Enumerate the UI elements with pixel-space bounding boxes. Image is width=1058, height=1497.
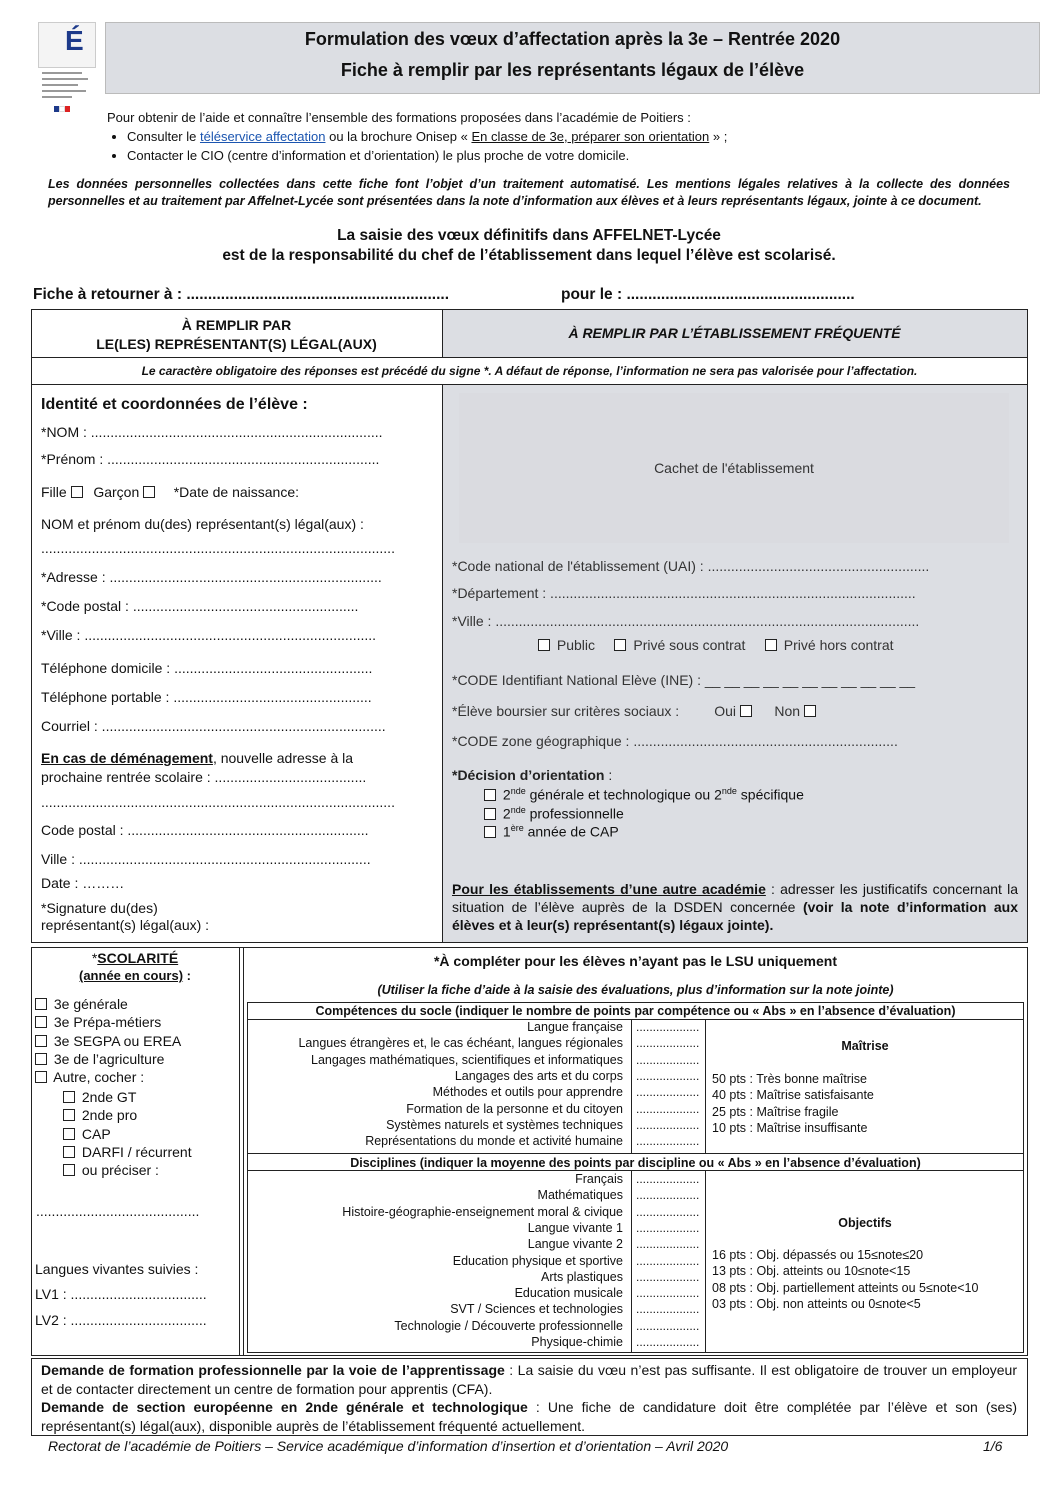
competence-input[interactable]: ................... <box>636 1052 700 1067</box>
competence-label: Langues étrangères et, le cas échéant, langues régionales <box>298 1036 623 1051</box>
discipline-input[interactable]: ................... <box>636 1188 700 1203</box>
marianne-logo: É <box>38 22 96 102</box>
discipline-label: Langue vivante 1 <box>527 1220 623 1235</box>
discipline-label: Langue vivante 2 <box>527 1237 623 1252</box>
objectifs-title: Objectifs <box>838 1216 892 1230</box>
scolarite-checkbox[interactable] <box>35 1071 47 1083</box>
discipline-label: Histoire-géographie-enseignement moral & civique <box>342 1204 623 1219</box>
autre-academie-note: Pour les établissements d’une autre académie : adresser les justificatifs concernant la situation de l’élève auprès de la DSDEN concernée (voir la note d’information aux élèves et à leur(s) représentant(s) légaux jointe). <box>452 881 1018 933</box>
lv1-field[interactable]: LV1 : ................................... <box>35 1286 207 1302</box>
identite-title: Identité et coordonnées de l’élève : <box>41 396 308 413</box>
discipline-input[interactable]: ................... <box>636 1237 700 1252</box>
boursier-non-checkbox[interactable] <box>804 705 816 717</box>
return-line <box>33 286 855 304</box>
departement-field[interactable]: *Département : .............................................................................................. <box>452 585 916 601</box>
scolarite-checkbox[interactable] <box>35 998 47 1010</box>
competence-label: Systèmes naturels et systèmes techniques <box>386 1117 623 1132</box>
discipline-input[interactable]: ................... <box>636 1302 700 1317</box>
zone-field[interactable]: *CODE zone géographique : .................................................................... <box>452 733 898 749</box>
discipline-input[interactable]: ................... <box>636 1286 700 1301</box>
competence-input[interactable]: ................... <box>636 1117 700 1132</box>
scolarite-title: *SCOLARITÉ <box>91 950 179 966</box>
discipline-label: SVT / Sciences et technologies <box>450 1302 623 1317</box>
competence-input[interactable]: ................... <box>636 1036 700 1051</box>
intro-bullet-1: • Consulter le téléservice affectation ou la brochure Onisep « En classe de 3e, préparer son orientation » ; <box>127 127 1027 146</box>
objectif-item: 13 pts : Obj. atteints ou 10≤note<15 <box>712 1264 911 1279</box>
scolarite-checkbox[interactable] <box>35 1035 47 1047</box>
scolarite-item: Autre, cocher : <box>35 1069 144 1085</box>
left-head: À REMPLIR PAR LE(LES) REPRÉSENTANT(S) LÉGAL(AUX) <box>96 317 377 352</box>
saisie-notice: La saisie des vœux définitifs dans AFFELNET-Lycée est de la responsabilité du chef de l’établissement dans lequel l’élève est scolarisé. <box>222 227 836 264</box>
footer-text: Rectorat de l’académie de Poitiers – Service académique d’information d’insertion et d’orientation – Avril 2020 <box>48 1438 729 1454</box>
obligatoire-note: Le caractère obligatoire des réponses est précédé du signe *. A défaut de réponse, l’information ne sera pas valorisée pour l’affectation. <box>141 364 918 378</box>
page-number: 1/6 <box>983 1438 1003 1454</box>
signature-label-1: *Signature du(des) <box>41 900 158 916</box>
garcon-checkbox[interactable] <box>143 486 155 498</box>
scolarite-sub-item: ou préciser : <box>63 1162 159 1178</box>
competence-input[interactable]: ................... <box>636 1085 700 1100</box>
maitrise-item: 10 pts : Maîtrise insuffisante <box>712 1120 868 1135</box>
cachet-label: Cachet de l'établissement <box>654 460 814 476</box>
scolarite-dots[interactable]: .......................................... <box>36 1203 200 1219</box>
public-checkbox[interactable] <box>538 639 550 651</box>
code-postal-2-field[interactable]: Code postal : .............................................................. <box>41 822 369 838</box>
lsu-note: (Utiliser la fiche d’aide à la saisie des évaluations, plus d’information sur la note jointe) <box>377 983 894 997</box>
discipline-label: Français <box>575 1172 623 1186</box>
courriel-field[interactable]: Courriel : ......................................................................... <box>41 718 386 734</box>
competence-label: Méthodes et outils pour apprendre <box>432 1085 623 1100</box>
rentree-adresse-field[interactable]: prochaine rentrée scolaire : ....................................... <box>41 769 367 785</box>
scolarite-item: 3e de l’agriculture <box>35 1051 164 1067</box>
decision-2nde-pro: 2nde professionnelle <box>484 805 624 822</box>
rentree-adresse-field-2[interactable]: ........................................................................................... <box>41 794 395 810</box>
signature-label-2[interactable]: représentant(s) légal(aux) : <box>41 917 210 933</box>
discipline-input[interactable]: ................... <box>636 1253 700 1268</box>
disciplines-title: Disciplines (indiquer la moyenne des points par discipline ou « Abs » en l’absence d’évaluation) <box>350 1156 921 1170</box>
discipline-label: Arts plastiques <box>541 1269 623 1284</box>
maitrise-item: 25 pts : Maîtrise fragile <box>712 1104 839 1119</box>
naissance-field[interactable]: *Date de naissance: <box>173 484 300 500</box>
scolarite-sub-checkbox[interactable] <box>63 1091 75 1103</box>
apprentissage-text: Demande de formation professionnelle par la voie de l’apprentissage : La saisie du vœu n’est pas suffisante. Il est obligatoire de trouver un employeur et de contacter directement un centre de formation pour apprentis (CFA). Demande de section européenne en 2nde générale et technologique : Une fiche de candidature doit être complétée par l’élève et son (ses) représentant(s) légal(aux), disponible auprès de l’établissement fréquenté actuellement. <box>41 1362 1017 1434</box>
boursier-oui-checkbox[interactable] <box>740 705 752 717</box>
prive-sous-contrat-checkbox[interactable] <box>614 639 626 651</box>
fille-checkbox[interactable] <box>71 486 83 498</box>
page-subtitle: Fiche à remplir par les représentants légaux de l’élève <box>340 60 805 80</box>
intro: Pour obtenir de l’aide et connaître l’ensemble des formations proposées dans l’académie de Poitiers : • Consulter le téléservice affectation ou la brochure Onisep « En classe de 3e, préparer son orientation » ; • Contacter le CIO (centre d’information et d’orientation) le plus proche de votre domicile. <box>107 108 1027 165</box>
decision-cap: 1ère année de CAP <box>484 823 619 840</box>
ine-field[interactable]: *CODE Identifiant National Elève (INE) : __ __ __ __ __ __ __ __ __ __ __ <box>452 672 916 688</box>
lv2-field[interactable]: LV2 : ................................... <box>35 1312 207 1328</box>
scolarite-item: 3e générale <box>35 996 128 1012</box>
scolarite-sub-checkbox[interactable] <box>63 1164 75 1176</box>
competence-label: Représentations du monde et activité humaine <box>365 1134 623 1149</box>
scolarite-sub-item: CAP <box>63 1126 111 1142</box>
boursier-row: *Élève boursier sur critères sociaux : Oui Non <box>452 703 819 719</box>
page-title: Formulation des vœux d’affectation après la 3e – Rentrée 2020 <box>304 29 841 49</box>
langues-label: Langues vivantes suivies : <box>35 1261 199 1277</box>
discipline-input[interactable]: ................... <box>636 1269 700 1284</box>
scolarite-checkbox[interactable] <box>35 1053 47 1065</box>
nom-field[interactable]: *NOM : ........................................................................... <box>41 424 383 440</box>
competence-label: Langages mathématiques, scientifiques et informatiques <box>311 1052 623 1067</box>
scolarite-sub-checkbox[interactable] <box>63 1109 75 1121</box>
scolarite-sub-checkbox[interactable] <box>63 1146 75 1158</box>
discipline-input[interactable]: ................... <box>636 1220 700 1235</box>
objectif-item: 16 pts : Obj. dépassés ou 15≤note≤20 <box>712 1248 924 1262</box>
demenagement-label: En cas de déménagement, nouvelle adresse à la <box>41 750 354 766</box>
legal-notice: Les données personnelles collectées dans cette fiche font l’objet d’un traitement automatisé. Les mentions légales relatives à la collecte des données personnelles et au traitement par Affelnet-Lycée sont présentées dans la note d’information aux élèves et à leurs représentants légaux, jointe à ce document. <box>48 177 1010 208</box>
date-field[interactable]: Date : ……… <box>41 875 125 891</box>
code-postal-field[interactable]: *Code postal : .......................................................... <box>41 598 359 614</box>
statut-row: Public Privé sous contrat Privé hors contrat <box>538 637 894 653</box>
ville-2-field[interactable]: Ville : ........................................................................... <box>41 851 371 867</box>
tel-domicile-field[interactable]: Téléphone domicile : ................................................... <box>41 660 373 676</box>
prive-hors-contrat-checkbox[interactable] <box>765 639 777 651</box>
scolarite-item: 3e Prépa-métiers <box>35 1014 161 1030</box>
objectif-item: 03 pts : Obj. non atteints ou 0≤note<5 <box>712 1296 921 1311</box>
decision-2nde-gt-checkbox[interactable] <box>484 789 496 801</box>
competence-label: Langue française <box>527 1020 623 1034</box>
representants-label: NOM et prénom du(des) représentant(s) légal(aux) : <box>41 516 364 532</box>
teleservice-link[interactable]: téléservice affectation <box>199 129 326 144</box>
competence-input[interactable]: ................... <box>636 1068 700 1083</box>
pour-le[interactable]: pour le : ..................................................... <box>561 286 855 303</box>
competence-input[interactable]: ................... <box>636 1134 700 1149</box>
uai-field[interactable]: *Code national de l'établissement (UAI) : ......................................................... <box>452 558 930 574</box>
discipline-label: Physique-chimie <box>531 1335 623 1349</box>
scolarite-checkbox[interactable] <box>35 1016 47 1028</box>
discipline-input[interactable]: ................... <box>636 1318 700 1333</box>
discipline-label: Technologie / Découverte professionnelle <box>394 1318 623 1333</box>
objectif-item: 08 pts : Obj. partiellement atteints ou 5≤note<10 <box>712 1280 979 1295</box>
discipline-input[interactable]: ................... <box>636 1335 700 1349</box>
scolarite-sub-checkbox[interactable] <box>63 1128 75 1140</box>
discipline-label: Mathématiques <box>537 1188 623 1203</box>
discipline-input[interactable]: ................... <box>636 1204 700 1219</box>
intro-bullet-2: • Contacter le CIO (centre d’information et d’orientation) le plus proche de votre domicile. <box>127 146 1027 165</box>
maitrise-item: 50 pts : Très bonne maîtrise <box>712 1072 867 1086</box>
discipline-input[interactable]: ................... <box>636 1172 700 1186</box>
fiche-retour[interactable]: Fiche à retourner à : ............................................................. <box>33 286 450 303</box>
discipline-label: Education physique et sportive <box>452 1253 623 1268</box>
page-header <box>105 22 1040 94</box>
prenom-field[interactable]: *Prénom : ...................................................................... <box>41 451 380 467</box>
competence-input[interactable]: ................... <box>636 1101 700 1116</box>
right-head: À REMPLIR PAR L’ÉTABLISSEMENT FRÉQUENTÉ <box>568 325 901 341</box>
discipline-label: Education musicale <box>514 1286 623 1301</box>
maitrise-item: 40 pts : Maîtrise satisfaisante <box>712 1088 874 1103</box>
competences-title: Compétences du socle (indiquer le nombre de points par compétence ou « Abs » en l’absence d’évaluation) <box>315 1004 956 1018</box>
ville-field[interactable]: *Ville : ........................................................................... <box>41 627 377 643</box>
scolarite-sub: (année en cours) : <box>79 968 191 983</box>
decision-cap-checkbox[interactable] <box>484 826 496 838</box>
decision-label: *Décision d’orientation : <box>452 767 613 783</box>
decision-2nde-gt: 2nde générale et technologique ou 2nde spécifique <box>484 786 804 803</box>
competence-label: Langages des arts et du corps <box>454 1068 623 1083</box>
decision-2nde-pro-checkbox[interactable] <box>484 808 496 820</box>
tel-portable-field[interactable]: Téléphone portable : ................................................... <box>41 689 372 705</box>
scolarite-item: 3e SEGPA ou EREA <box>35 1033 181 1049</box>
scolarite-sub-item: 2nde GT <box>63 1089 136 1105</box>
competence-input[interactable]: ................... <box>636 1020 700 1034</box>
representants-field[interactable]: ........................................................................................... <box>41 540 395 556</box>
maitrise-title: Maîtrise <box>841 1039 889 1053</box>
sexe-row: Fille Garçon *Date de naissance: <box>41 484 300 500</box>
adresse-field[interactable]: *Adresse : ...................................................................... <box>41 569 382 585</box>
competence-label: Formation de la personne et du citoyen <box>406 1101 623 1116</box>
scolarite-sub-item: DARFI / récurrent <box>63 1144 192 1160</box>
etab-ville-field[interactable]: *Ville : ............................................................................................................. <box>452 613 920 629</box>
onisep-link[interactable]: En classe de 3e, préparer son orientation <box>471 129 710 144</box>
lsu-title: *À compléter pour les élèves n’ayant pas le LSU uniquement <box>433 953 837 969</box>
scolarite-sub-item: 2nde pro <box>63 1107 137 1123</box>
